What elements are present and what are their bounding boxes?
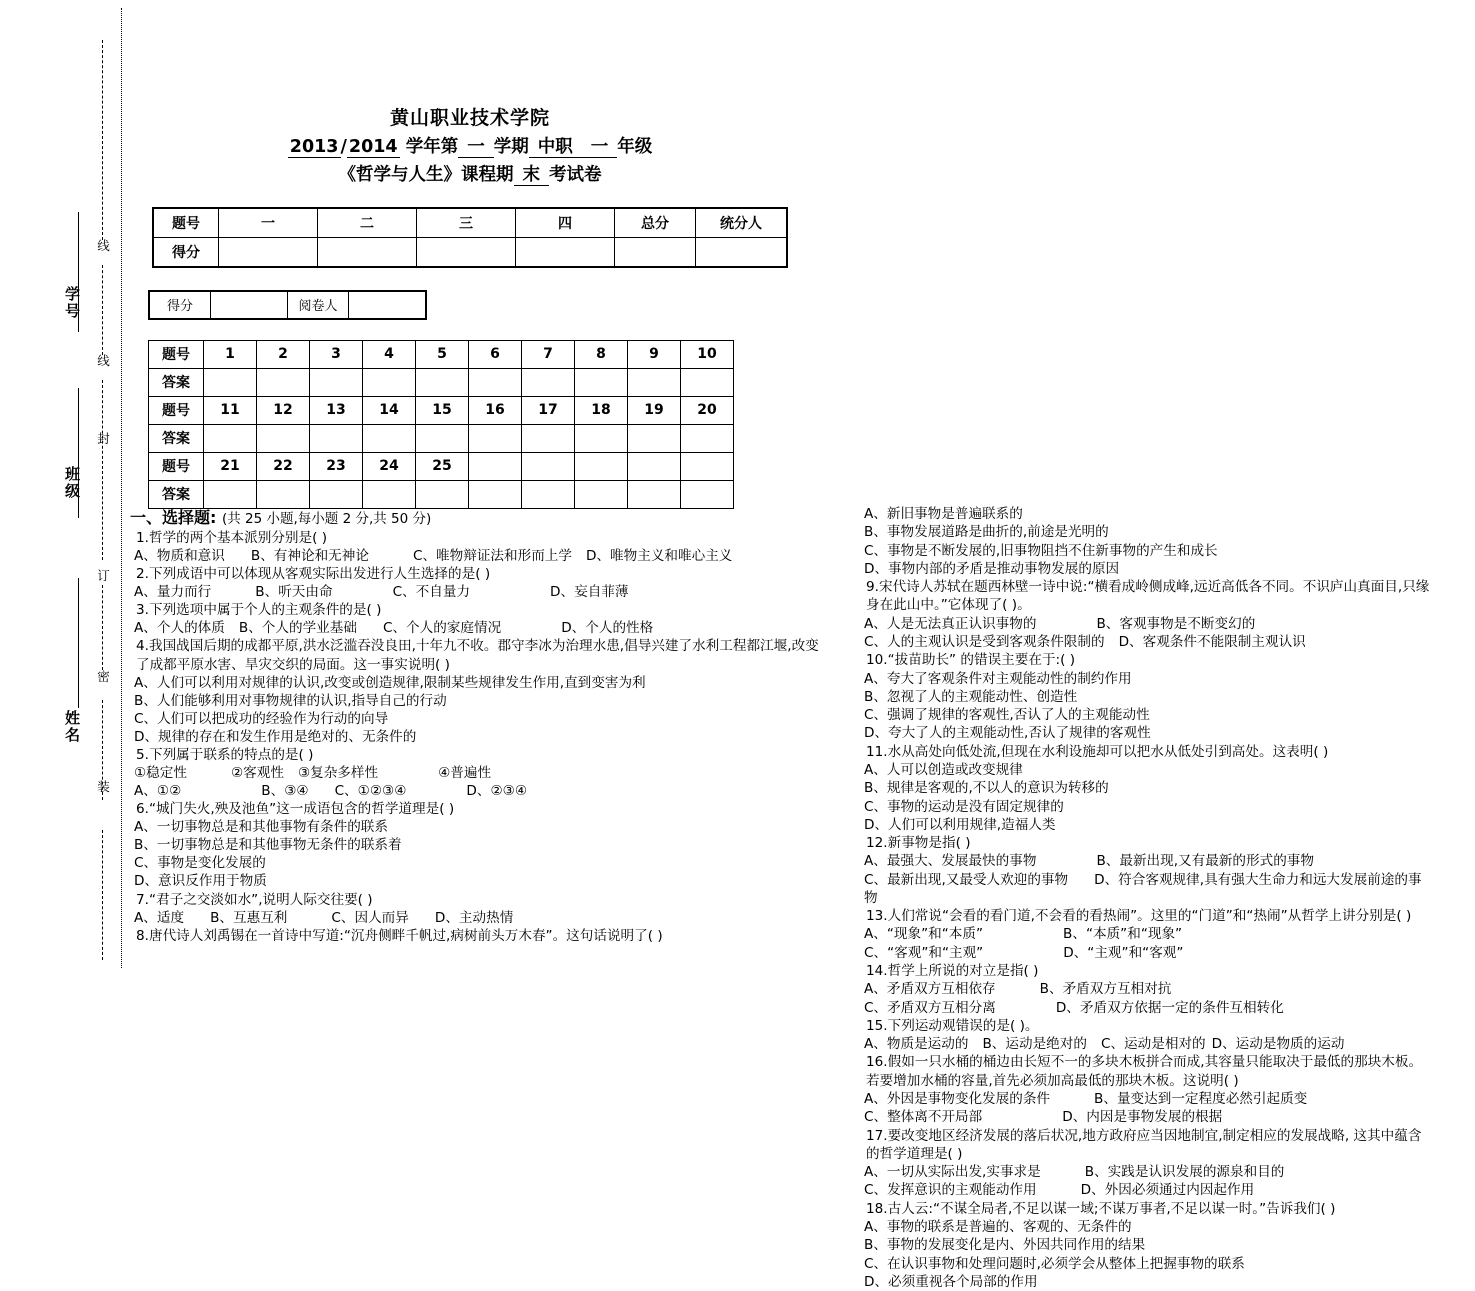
answer-entry-cell[interactable] [257,368,310,396]
score-entry-cell[interactable] [318,237,417,267]
answer-question-number [628,452,681,480]
answer-num-label: 题号 [149,396,204,424]
answer-entry-cell[interactable] [628,480,681,508]
right-question-stem: 17.要改变地区经济发展的落后状况,地方政府应当因地制宜,制定相应的发展战略, 这其中蕴含的哲学道理是( ) [866,1127,1422,1162]
binding-dashed-line-a [102,40,103,240]
left-question-option-row [130,619,830,637]
answer-entry-cell[interactable] [681,480,734,508]
left-question-stem: 1.哲学的两个基本派别分别是( ) [136,530,328,546]
score-entry-cell[interactable] [615,237,696,267]
option-item: A、“现象”和“本质” [864,926,984,943]
option-item: C、人的主观认识是受到客观条件限制的 [864,633,1105,650]
right-question-option: B、规律是客观的,不以人的意识为转移的 [864,780,1109,797]
option-item: D、唯物主义和唯心主义 [585,548,733,565]
exam-type-value: 末 [514,165,550,186]
option-item: C、唯物辩证法和形而上学 [412,548,572,565]
exam-suffix: 考试卷 [549,164,602,185]
answer-question-number [575,452,628,480]
school-name: 黄山职业技术学院 [389,107,550,129]
answer-entry-cell[interactable] [363,368,416,396]
right-question-stem: 9.宋代诗人苏轼在题西林壁一诗中说:“横看成岭侧成峰,远近高低各不同。不识庐山真面目,只缘身在此山中。”它体现了( )。 [866,579,1430,614]
binding-seal-char-3: 封 [95,432,111,445]
answer-question-number: 10 [681,340,734,368]
answer-entry-cell[interactable] [310,480,363,508]
right-question-option-row [860,1035,1430,1053]
binding-label-name: 姓名 [63,710,81,744]
left-question-option: D、意识反作用于物质 [134,873,267,890]
answer-entry-cell[interactable] [469,368,522,396]
answer-entry-cell[interactable] [628,424,681,452]
term-value: 一 [458,137,494,158]
right-question-stem: 15.下列运动观错误的是( )。 [866,1017,1039,1034]
left-question-option-row [130,764,830,782]
answer-entry-cell[interactable] [204,424,257,452]
score-row-label: 题号 [153,208,219,238]
answer-question-number: 25 [416,452,469,480]
right-question-option: A、夸大了客观条件对主观能动性的制约作用 [864,670,1132,687]
answer-entry-cell[interactable] [575,424,628,452]
marker-score-label: 得分 [149,291,211,319]
left-question-stem: 4.我国战国后期的成都平原,洪水泛滥吞没良田,十年九不收。郡守李冰为治理水患,倡导兴建了水利工程都江堰,改变了成都平原水害、旱灾交织的局面。这一事实说明( ) [136,638,819,673]
left-question-stem: 8.唐代诗人刘禹锡在一首诗中写道:“沉舟侧畔千帆过,病树前头万木春”。这句话说明了( ) [136,927,663,944]
answer-question-number: 16 [469,396,522,424]
option-item: A、物质和意识 [134,548,225,565]
option-item: C、整体离不开局部 [864,1109,983,1126]
answer-entry-cell[interactable] [469,480,522,508]
binding-seal-char-6: 装 [95,780,111,793]
score-entry-cell[interactable] [696,237,788,267]
answer-entry-cell[interactable] [310,368,363,396]
option-item: B、互惠互利 [210,909,288,926]
left-question-stem: 6.“城门失火,殃及池鱼”这一成语包含的哲学道理是( ) [136,801,455,818]
option-item: ③复杂多样性 [297,765,379,782]
right-question-option: B、忽视了人的主观能动性、创造性 [864,688,1078,705]
option-item: B、个人的学业基础 [238,620,357,637]
option-item: D、主动热情 [434,909,514,926]
answer-question-number [469,452,522,480]
grade-value: 一 [582,137,618,158]
answer-entry-cell[interactable] [575,368,628,396]
option-item: C、“客观”和“主观” [864,944,984,961]
option-item: C、①②③④ [334,783,407,800]
marker-score-cell[interactable] [211,291,288,319]
table-row [153,208,787,238]
right-question-option-row [860,980,1430,998]
binding-label-student-id: 学号 [63,286,81,320]
marker-person-label: 阅卷人 [288,291,349,319]
answer-ans-label: 答案 [149,424,204,452]
answer-question-number: 6 [469,340,522,368]
left-question-option: B、一切事物总是和其他事物无条件的联系着 [134,837,402,854]
table-row [149,480,734,508]
score-column-header: 三 [417,208,516,238]
option-item: D、②③④ [466,783,528,800]
score-entry-cell[interactable] [219,237,318,267]
answer-question-number: 11 [204,396,257,424]
option-item: A、个人的体质 [134,620,225,637]
answer-num-label: 题号 [149,340,204,368]
answer-entry-cell[interactable] [469,424,522,452]
option-item: A、矛盾双方互相依存 [864,981,996,998]
option-item: ④普遍性 [438,765,492,782]
answer-question-number: 1 [204,340,257,368]
left-question-option-row [130,583,830,601]
answer-question-number: 3 [310,340,363,368]
answer-ans-label: 答案 [149,480,204,508]
answer-question-number: 17 [522,396,575,424]
option-item: A、一切从实际出发,实事求是 [864,1164,1041,1181]
exam-course-line [130,161,810,189]
answer-entry-cell[interactable] [522,368,575,396]
option-item: D、矛盾双方依据一定的条件互相转化 [1055,999,1284,1016]
answer-grid-table [148,340,734,509]
left-question-option: A、人们可以利用对规律的认识,改变或创造规律,限制某些规律发生作用,直到变害为利 [134,674,646,691]
option-item: B、听天由命 [255,584,333,601]
left-question-option-row [130,909,830,927]
option-item: C、运动是相对的 [1100,1036,1206,1053]
option-item: C、因人而异 [331,909,409,926]
option-item: C、最新出现,又最受人欢迎的事物 [864,871,1069,888]
right-question-option-row [860,1181,1430,1199]
question-column-right [860,505,1430,1291]
answer-question-number: 5 [416,340,469,368]
answer-question-number: 19 [628,396,681,424]
answer-entry-cell[interactable] [416,368,469,396]
left-question-option-row [130,782,830,800]
left-question-option-row [130,547,830,565]
left-question-option: C、事物是变化发展的 [134,855,266,872]
answer-question-number: 21 [204,452,257,480]
right-question-option-row [860,633,1430,651]
option-item: B、③④ [261,783,309,800]
table-row [149,452,734,480]
right-question-option-row [860,852,1430,870]
option-item: D、个人的性格 [561,620,654,637]
answer-question-number: 14 [363,396,416,424]
table-row [153,237,787,267]
score-column-header: 一 [219,208,318,238]
option-item: A、①② [134,783,182,800]
option-item: D、符合客观规律,具有强大生命力和远大发展前途的事物 [864,871,1422,906]
option-item: C、矛盾双方互相分离 [864,999,996,1016]
option-item: B、“本质”和“现象” [1063,926,1183,943]
answer-entry-cell[interactable] [628,368,681,396]
table-row [149,340,734,368]
table-row [149,291,426,319]
right-question-option: C、强调了规律的客观性,否认了人的主观能动性 [864,707,1150,724]
table-row [149,368,734,396]
answer-entry-cell[interactable] [575,480,628,508]
right-question-stem: 10.“拔苗助长” 的错误主要在于:( ) [866,652,1076,669]
score-column-header: 总分 [615,208,696,238]
right-question-stem: 16.假如一只水桶的桶边由长短不一的多块木板拼合而成,其容量只能取决于最低的那块木板。若要增加水桶的容量,首先必须加高最低的那块木板。这说明( ) [866,1054,1423,1089]
course-name: 《哲学与人生》课程期 [338,164,514,185]
option-item: C、发挥意识的主观能动作用 [864,1182,1037,1199]
answer-entry-cell[interactable] [416,480,469,508]
option-item: D、运动是物质的运动 [1211,1036,1345,1053]
score-column-header: 二 [318,208,417,238]
academic-year-from: 2013 [289,136,339,157]
section-title-text: 一、选择题: [130,508,217,527]
right-question-option-row [860,925,1430,943]
score-entry-cell[interactable] [516,237,615,267]
binding-solid-line-3 [78,578,79,708]
right-question-option: B、事物发展道路是曲折的,前途是光明的 [864,524,1109,541]
right-question-stem: 13.人们常说“会看的看门道,不会看的看热闹”。这里的“门道”和“热闹”从哲学上讲分别是( ) [866,908,1412,925]
binding-seal-char-5: 密 [95,670,111,683]
answer-entry-cell[interactable] [257,424,310,452]
right-question-option: D、夸大了人的主观能动性,否认了规律的客观性 [864,725,1151,742]
option-item: D、内因是事物发展的根据 [1062,1109,1223,1126]
option-item: C、不自量力 [392,584,471,601]
answer-question-number: 22 [257,452,310,480]
score-column-header: 统分人 [696,208,788,238]
exam-sheet [130,0,1475,1290]
answer-question-number: 4 [363,340,416,368]
option-item: B、量变达到一定程度必然引起质变 [1094,1091,1308,1107]
left-question-option: A、一切事物总是和其他事物有条件的联系 [134,819,388,836]
answer-question-number: 2 [257,340,310,368]
option-item: A、人是无法真正认识事物的 [864,615,1037,632]
binding-dashed-line-b [102,265,103,355]
question-column-left [130,505,830,945]
right-question-stem: 14.哲学上所说的对立是指( ) [866,963,1039,980]
answer-question-number: 20 [681,396,734,424]
answer-question-number: 15 [416,396,469,424]
right-question-option: A、事物的联系是普遍的、客观的、无条件的 [864,1218,1132,1235]
option-item: D、“主观”和“客观” [1063,944,1184,961]
answer-entry-cell[interactable] [522,424,575,452]
binding-dashed-line-f [102,830,103,960]
right-question-stem: 18.古人云:“不谋全局者,不足以谋一域;不谋万事者,不足以谋一时。”告诉我们( ) [866,1200,1336,1217]
option-item: A、适度 [134,909,185,926]
option-item: B、矛盾双方互相对抗 [1039,981,1172,998]
left-question-option: D、规律的存在和发生作用是绝对的、无条件的 [134,728,417,745]
left-question-option: C、人们可以把成功的经验作为行动的向导 [134,710,389,727]
left-question-stem: 3.下列选项中属于个人的主观条件的是( ) [136,602,382,619]
right-question-option: C、事物的运动是没有固定规律的 [864,798,1064,815]
right-question-option: A、新旧事物是普遍联系的 [864,506,1023,522]
left-question-option: B、人们能够利用对事物规律的认识,指导自己的行动 [134,692,447,709]
option-item: ②客观性 [230,765,284,782]
option-item: D、客观条件不能限制主观认识 [1118,633,1306,650]
answer-entry-cell[interactable] [204,480,257,508]
answer-entry-cell[interactable] [363,424,416,452]
answer-question-number: 24 [363,452,416,480]
answer-entry-cell[interactable] [681,424,734,452]
option-item: B、运动是绝对的 [982,1036,1087,1053]
score-entry-cell[interactable] [417,237,516,267]
answer-entry-cell[interactable] [416,424,469,452]
right-question-option-row [860,1090,1430,1108]
answer-question-number: 8 [575,340,628,368]
left-question-stem: 7.“君子之交淡如水”,说明人际交往要( ) [136,891,373,908]
right-question-option: C、事物是不断发展的,旧事物阻挡不住新事物的产生和成长 [864,542,1218,559]
answer-question-number: 12 [257,396,310,424]
term-suffix: 学期 [493,136,529,157]
answer-num-label: 题号 [149,452,204,480]
right-question-option: D、必须重视各个局部的作用 [864,1273,1038,1290]
right-question-stem: 11.水从高处向低处流,但现在水利设施却可以把水从低处引到高处。这表明( ) [866,743,1329,760]
score-row-label: 得分 [153,237,219,267]
answer-entry-cell[interactable] [204,368,257,396]
right-question-option-row [860,871,1430,908]
binding-margin [0,0,130,1021]
term-prefix: 学年第 [405,136,459,157]
table-row [149,424,734,452]
option-item: B、有神论和无神论 [250,548,369,565]
grade-suffix: 年级 [617,136,653,157]
answer-entry-cell[interactable] [522,480,575,508]
level-value: 中职 [529,137,582,158]
option-item: B、最新出现,又有最新的形式的事物 [1096,853,1314,870]
option-item: ①稳定性 [134,765,187,782]
right-question-option-row [860,1108,1430,1126]
marker-person-cell[interactable] [349,291,427,319]
option-item: A、外因是事物变化发展的条件 [864,1091,1051,1107]
binding-seal-char-1: 线 [95,239,111,252]
option-item: B、客观事物是不断变幻的 [1096,615,1256,632]
right-question-option-row [860,615,1430,633]
right-question-option: B、事物的发展变化是内、外因共同作用的结果 [864,1237,1146,1254]
right-question-option: D、人们可以利用规律,造福人类 [864,816,1056,833]
answer-question-number [522,452,575,480]
binding-dotted-line [121,8,122,968]
binding-dashed-line-d [102,585,103,670]
answer-entry-cell[interactable] [363,480,416,508]
binding-label-class: 班级 [63,466,81,500]
option-item: C、个人的家庭情况 [382,620,502,637]
answer-question-number: 23 [310,452,363,480]
answer-question-number: 9 [628,340,681,368]
option-item: A、量力而行 [134,584,212,601]
binding-seal-char-4: 订 [95,569,111,582]
score-summary-table [152,207,788,268]
answer-entry-cell[interactable] [310,424,363,452]
answer-ans-label: 答案 [149,368,204,396]
option-item: D、外因必须通过内因起作用 [1080,1182,1255,1199]
right-question-option-row [860,1163,1430,1181]
option-item: A、最强大、发展最快的事物 [864,853,1037,870]
option-item: D、妄自菲薄 [550,584,629,601]
left-question-stem: 5.下列属于联系的特点的是( ) [136,746,314,763]
right-question-option-row [860,944,1430,962]
answer-question-number: 13 [310,396,363,424]
answer-entry-cell[interactable] [257,480,310,508]
section-subtitle: (共 25 小题,每小题 2 分,共 50 分) [221,511,432,527]
marker-table [148,290,427,320]
section-title [130,505,830,528]
right-question-option: C、在认识事物和处理问题时,必须学会从整体上把握事物的联系 [864,1255,1245,1272]
binding-dashed-line-c [102,380,103,560]
academic-year-to: 2014 [348,136,398,157]
right-question-option: A、人可以创造或改变规律 [864,761,1023,778]
exam-header [130,0,810,189]
exam-term-line [130,133,810,161]
answer-question-number: 7 [522,340,575,368]
left-question-stem: 2.下列成语中可以体现从客观实际出发进行人生选择的是( ) [136,566,491,583]
option-item: B、实践是认识发展的源泉和目的 [1084,1164,1285,1181]
answer-question-number [681,452,734,480]
answer-entry-cell[interactable] [681,368,734,396]
answer-question-number: 18 [575,396,628,424]
right-question-stem: 12.新事物是指( ) [866,835,971,852]
binding-seal-char-2: 线 [95,354,111,367]
table-row [149,396,734,424]
year-separator: / [340,136,347,157]
option-item: A、物质是运动的 [864,1036,969,1053]
right-question-option: D、事物内部的矛盾是推动事物发展的原因 [864,560,1120,577]
right-question-option-row [860,999,1430,1017]
score-column-header: 四 [516,208,615,238]
